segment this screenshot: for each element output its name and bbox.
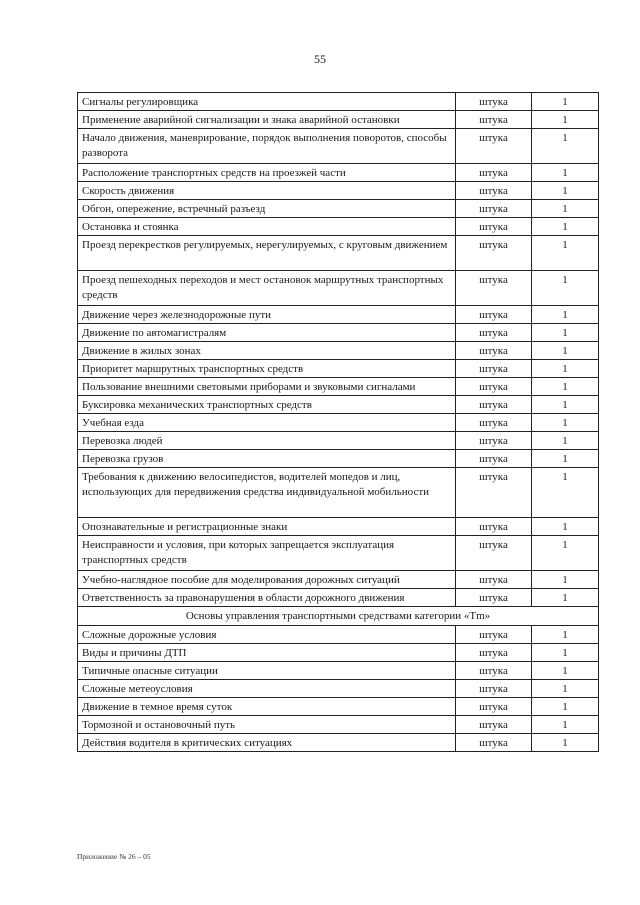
table-row (78, 589, 599, 607)
table-row (78, 716, 599, 734)
item-name-cell: Учебная езда (78, 414, 456, 432)
section-header: Основы управления транспортными средствами категории «Tm» (78, 607, 599, 626)
table-row (78, 468, 599, 518)
unit-cell: штука (456, 324, 532, 342)
quantity-cell: 1 (532, 360, 599, 378)
unit-cell: штука (456, 342, 532, 360)
item-name-cell: Учебно-наглядное пособие для моделирования дорожных ситуаций (78, 571, 456, 589)
item-name-cell: Сложные метеоусловия (78, 680, 456, 698)
item-name-cell: Начало движения, маневрирование, порядок выполнения поворотов, способы разворота (78, 129, 456, 164)
item-name-cell: Опознавательные и регистрационные знаки (78, 518, 456, 536)
unit-cell: штука (456, 271, 532, 306)
table-row (78, 536, 599, 571)
table-row (78, 129, 599, 164)
item-name-cell: Обгон, опережение, встречный разъезд (78, 200, 456, 218)
quantity-cell: 1 (532, 518, 599, 536)
item-name-cell: Приоритет маршрутных транспортных средств (78, 360, 456, 378)
item-name-cell: Виды и причины ДТП (78, 644, 456, 662)
table-row (78, 680, 599, 698)
item-name-cell: Проезд перекрестков регулируемых, нерегулируемых, с круговым движением (78, 236, 456, 271)
unit-cell: штука (456, 236, 532, 271)
table-row (78, 396, 599, 414)
unit-cell: штука (456, 662, 532, 680)
item-name-cell: Проезд пешеходных переходов и мест остановок маршрутных транспортных средств (78, 271, 456, 306)
item-name-cell: Ответственность за правонарушения в области дорожного движения (78, 589, 456, 607)
item-name-cell: Движение в жилых зонах (78, 342, 456, 360)
unit-cell: штука (456, 468, 532, 518)
item-name-cell: Сложные дорожные условия (78, 626, 456, 644)
quantity-cell: 1 (532, 129, 599, 164)
item-name-cell: Применение аварийной сигнализации и знака аварийной остановки (78, 111, 456, 129)
quantity-cell: 1 (532, 734, 599, 752)
item-name-cell: Пользование внешними световыми приборами и звуковыми сигналами (78, 378, 456, 396)
unit-cell: штука (456, 396, 532, 414)
item-name-cell: Тормозной и остановочный путь (78, 716, 456, 734)
unit-cell: штука (456, 182, 532, 200)
unit-cell: штука (456, 589, 532, 607)
unit-cell: штука (456, 378, 532, 396)
page-number: 55 (314, 52, 326, 66)
table-row (78, 164, 599, 182)
quantity-cell: 1 (532, 432, 599, 450)
unit-cell: штука (456, 450, 532, 468)
table-row (78, 662, 599, 680)
unit-cell: штука (456, 360, 532, 378)
unit-cell: штука (456, 518, 532, 536)
item-name-cell: Типичные опасные ситуации (78, 662, 456, 680)
quantity-cell: 1 (532, 396, 599, 414)
table-row (78, 111, 599, 129)
quantity-cell: 1 (532, 306, 599, 324)
table-row (78, 450, 599, 468)
table-row (78, 414, 599, 432)
item-name-cell: Движение в темное время суток (78, 698, 456, 716)
unit-cell: штука (456, 111, 532, 129)
quantity-cell: 1 (532, 716, 599, 734)
table-row (78, 200, 599, 218)
quantity-cell: 1 (532, 164, 599, 182)
table-row (78, 360, 599, 378)
unit-cell: штука (456, 716, 532, 734)
footer-note: Приложение № 26 – 05 (77, 852, 151, 861)
quantity-cell: 1 (532, 93, 599, 111)
quantity-cell: 1 (532, 662, 599, 680)
unit-cell: штука (456, 644, 532, 662)
item-name-cell: Движение по автомагистралям (78, 324, 456, 342)
item-name-cell: Буксировка механических транспортных средств (78, 396, 456, 414)
quantity-cell: 1 (532, 236, 599, 271)
table-row (78, 342, 599, 360)
quantity-cell: 1 (532, 271, 599, 306)
equipment-table (77, 92, 599, 752)
item-name-cell: Скорость движения (78, 182, 456, 200)
unit-cell: штука (456, 680, 532, 698)
quantity-cell: 1 (532, 450, 599, 468)
table-row (78, 324, 599, 342)
unit-cell: штука (456, 200, 532, 218)
quantity-cell: 1 (532, 698, 599, 716)
unit-cell: штука (456, 698, 532, 716)
table-row (78, 306, 599, 324)
table-row (78, 518, 599, 536)
quantity-cell: 1 (532, 680, 599, 698)
table-row (78, 571, 599, 589)
quantity-cell: 1 (532, 414, 599, 432)
quantity-cell: 1 (532, 182, 599, 200)
table-row (78, 432, 599, 450)
item-name-cell: Действия водителя в критических ситуациях (78, 734, 456, 752)
unit-cell: штука (456, 218, 532, 236)
item-name-cell: Требования к движению велосипедистов, водителей мопедов и лиц, использующих для передвижения средства индивидуальной мобильности (78, 468, 456, 518)
unit-cell: штука (456, 536, 532, 571)
quantity-cell: 1 (532, 626, 599, 644)
unit-cell: штука (456, 93, 532, 111)
item-name-cell: Сигналы регулировщика (78, 93, 456, 111)
item-name-cell: Остановка и стоянка (78, 218, 456, 236)
quantity-cell: 1 (532, 324, 599, 342)
quantity-cell: 1 (532, 536, 599, 571)
table-row (78, 626, 599, 644)
item-name-cell: Расположение транспортных средств на проезжей части (78, 164, 456, 182)
quantity-cell: 1 (532, 644, 599, 662)
table-row (78, 218, 599, 236)
table-row (78, 236, 599, 271)
item-name-cell: Неисправности и условия, при которых запрещается эксплуатация транспортных средств (78, 536, 456, 571)
quantity-cell: 1 (532, 468, 599, 518)
quantity-cell: 1 (532, 200, 599, 218)
item-name-cell: Перевозка грузов (78, 450, 456, 468)
unit-cell: штука (456, 734, 532, 752)
table-row (78, 698, 599, 716)
unit-cell: штука (456, 164, 532, 182)
unit-cell: штука (456, 414, 532, 432)
table-row (78, 271, 599, 306)
table-row (78, 93, 599, 111)
quantity-cell: 1 (532, 218, 599, 236)
unit-cell: штука (456, 571, 532, 589)
quantity-cell: 1 (532, 378, 599, 396)
table-row (78, 644, 599, 662)
table-row (78, 378, 599, 396)
unit-cell: штука (456, 626, 532, 644)
quantity-cell: 1 (532, 589, 599, 607)
section-header-row (78, 607, 599, 626)
quantity-cell: 1 (532, 111, 599, 129)
table-row (78, 734, 599, 752)
equipment-table-body (78, 93, 599, 752)
quantity-cell: 1 (532, 571, 599, 589)
item-name-cell: Перевозка людей (78, 432, 456, 450)
item-name-cell: Движение через железнодорожные пути (78, 306, 456, 324)
quantity-cell: 1 (532, 342, 599, 360)
unit-cell: штука (456, 129, 532, 164)
unit-cell: штука (456, 306, 532, 324)
table-row (78, 182, 599, 200)
unit-cell: штука (456, 432, 532, 450)
